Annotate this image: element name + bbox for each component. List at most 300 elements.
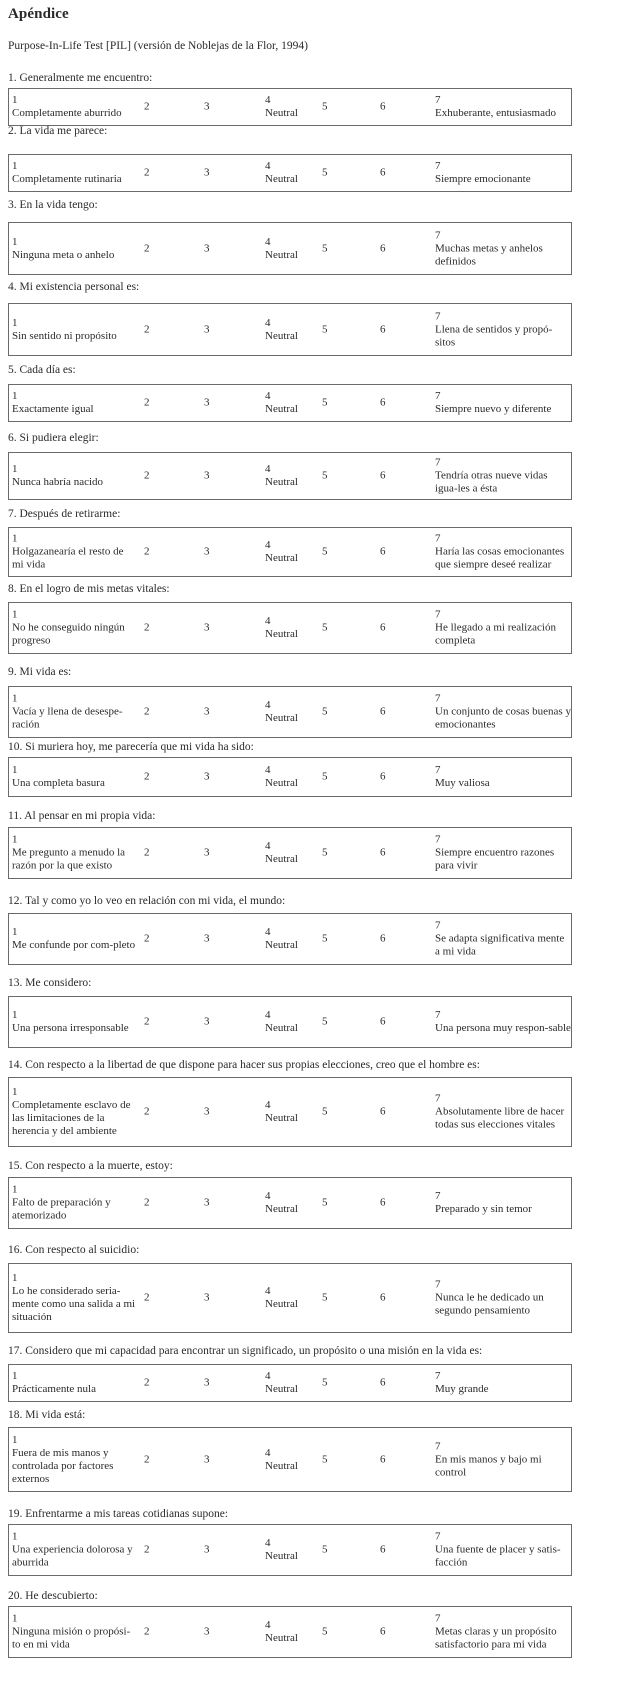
- option-4[interactable]: [265, 1099, 298, 1125]
- page-title: Apéndice: [8, 6, 69, 22]
- option-number: 2: [144, 705, 150, 718]
- rating-scale: [8, 1606, 572, 1658]
- question-label: 8. En el logro de mis metas vitales:: [8, 583, 170, 595]
- option-number: 4: [265, 615, 271, 627]
- option-7[interactable]: [435, 1440, 571, 1479]
- option-anchor-label: Neutral: [265, 1632, 298, 1644]
- option-5[interactable]: [322, 771, 328, 784]
- option-anchor-label: No he conseguido ningún progreso: [12, 621, 125, 647]
- option-5[interactable]: [322, 1626, 328, 1639]
- option-number: 5: [322, 323, 328, 335]
- option-anchor-label: Prácticamente nula: [12, 1383, 96, 1395]
- option-2[interactable]: [144, 323, 150, 336]
- option-anchor-label: Ninguna meta o anhelo: [12, 248, 115, 261]
- option-anchor-label: Absolutamente libre de hacer todas sus elecciones vitales: [435, 1105, 565, 1131]
- option-anchor-label: Llena de sentidos y propó-sitos: [435, 323, 553, 348]
- question-label: 15. Con respecto a la muerte, estoy:: [8, 1160, 173, 1172]
- option-anchor-label: Falto de preparación y atemorizado: [12, 1196, 111, 1222]
- option-number: 4: [265, 1285, 271, 1297]
- option-4[interactable]: [265, 840, 298, 866]
- option-3[interactable]: [204, 771, 210, 784]
- option-1[interactable]: [12, 1086, 137, 1138]
- option-number: 2: [144, 1196, 150, 1209]
- option-number: 4: [265, 1190, 271, 1202]
- option-number: 2: [144, 545, 150, 558]
- question-label: 20. He descubierto:: [8, 1590, 98, 1602]
- option-anchor-label: Neutral: [265, 476, 298, 488]
- rating-scale: [8, 1364, 572, 1402]
- option-number: 7: [435, 1009, 441, 1021]
- option-4[interactable]: [265, 1619, 298, 1645]
- option-1[interactable]: [12, 764, 137, 790]
- option-3[interactable]: [204, 101, 210, 114]
- option-3[interactable]: [204, 470, 210, 483]
- option-anchor-label: Una persona irresponsable: [12, 1022, 129, 1034]
- option-5[interactable]: [322, 1016, 328, 1029]
- option-anchor-label: Neutral: [265, 552, 298, 564]
- option-number: 5: [322, 1015, 328, 1028]
- option-6[interactable]: [380, 847, 386, 860]
- option-anchor-label: Exhuberante, entusiasmado: [435, 107, 556, 119]
- option-number: 3: [204, 1543, 210, 1556]
- option-number: 6: [380, 621, 386, 634]
- option-number: 2: [144, 1105, 150, 1118]
- option-number: 5: [322, 396, 328, 409]
- option-1[interactable]: [12, 1370, 137, 1396]
- option-number: 5: [322, 621, 328, 634]
- option-5[interactable]: [322, 470, 328, 483]
- option-number: 3: [204, 1196, 210, 1209]
- question-label: 14. Con respecto a la libertad de que dispone para hacer sus propias elecciones, creo que el hombre es:: [8, 1059, 480, 1071]
- question-label: 12. Tal y como yo lo veo en relación con mi vida, el mundo:: [8, 895, 286, 907]
- option-6[interactable]: [380, 706, 386, 719]
- option-number: 2: [144, 621, 150, 634]
- question-label: 18. Mi vida está:: [8, 1409, 86, 1421]
- option-number: 5: [322, 705, 328, 718]
- option-4[interactable]: [265, 236, 298, 262]
- option-4[interactable]: [265, 926, 298, 952]
- option-2[interactable]: [144, 1626, 150, 1639]
- option-2[interactable]: [144, 546, 150, 559]
- option-anchor-label: Neutral: [265, 173, 298, 185]
- option-4[interactable]: [265, 317, 298, 343]
- option-1[interactable]: [12, 834, 137, 873]
- option-number: 7: [435, 608, 441, 621]
- option-6[interactable]: [380, 1626, 386, 1639]
- option-number: 2: [144, 469, 150, 482]
- option-number: 2: [144, 770, 150, 783]
- option-2[interactable]: [144, 1106, 150, 1119]
- rating-scale: [8, 602, 572, 654]
- option-7[interactable]: [435, 310, 571, 349]
- option-5[interactable]: [322, 397, 328, 410]
- option-5[interactable]: [322, 323, 328, 336]
- option-1[interactable]: [12, 160, 137, 186]
- option-number: 5: [322, 770, 328, 783]
- option-number: 3: [204, 621, 210, 634]
- option-1[interactable]: [12, 1613, 137, 1652]
- option-1[interactable]: [12, 390, 137, 416]
- question-label: 19. Enfrentarme a mis tareas cotidianas supone:: [8, 1508, 229, 1520]
- option-2[interactable]: [144, 847, 150, 860]
- option-2[interactable]: [144, 167, 150, 180]
- option-7[interactable]: [435, 1190, 571, 1216]
- option-number: 6: [380, 932, 386, 945]
- option-4[interactable]: [265, 1285, 298, 1311]
- rating-scale: [8, 913, 572, 965]
- option-anchor-label: Siempre emocionante: [435, 173, 531, 185]
- option-5[interactable]: [322, 847, 328, 860]
- option-7[interactable]: [435, 1009, 571, 1035]
- option-3[interactable]: [204, 397, 210, 410]
- option-number: 3: [204, 1376, 210, 1389]
- option-6[interactable]: [380, 242, 386, 255]
- option-4[interactable]: [265, 1009, 298, 1035]
- option-7[interactable]: [435, 94, 571, 120]
- option-7[interactable]: [435, 834, 571, 873]
- option-number: 1: [12, 160, 18, 172]
- option-4[interactable]: [265, 539, 298, 565]
- option-anchor-label: Neutral: [265, 403, 298, 415]
- option-number: 2: [144, 932, 150, 945]
- option-7[interactable]: [435, 1370, 571, 1396]
- option-5[interactable]: [322, 1544, 328, 1557]
- option-number: 5: [322, 1543, 328, 1556]
- option-number: 2: [144, 1015, 150, 1028]
- option-number: 2: [144, 242, 150, 254]
- option-number: 2: [144, 1543, 150, 1556]
- option-anchor-label: Una completa basura: [12, 777, 105, 789]
- question-label: 17. Considero que mi capacidad para encontrar un significado, un propósito o una misión en la vida es:: [8, 1345, 483, 1357]
- option-number: 1: [12, 1272, 18, 1284]
- option-5[interactable]: [322, 1377, 328, 1390]
- option-anchor-label: Neutral: [265, 1112, 298, 1124]
- option-1[interactable]: [12, 1272, 137, 1324]
- option-anchor-label: Lo he considerado seria-mente como una salida a mi situación: [12, 1285, 136, 1323]
- option-7[interactable]: [435, 533, 571, 572]
- page-subtitle: Purpose-In-Life Test [PIL] (versión de Noblejas de la Flor, 1994): [8, 40, 309, 52]
- option-1[interactable]: [12, 926, 137, 952]
- option-anchor-label: Una persona muy respon-sable: [435, 1022, 571, 1034]
- option-5[interactable]: [322, 546, 328, 559]
- option-1[interactable]: [12, 317, 137, 343]
- question-label: 5. Cada día es:: [8, 364, 76, 376]
- option-number: 2: [144, 323, 150, 335]
- option-2[interactable]: [144, 1016, 150, 1029]
- option-6[interactable]: [380, 1106, 386, 1119]
- option-2[interactable]: [144, 1544, 150, 1557]
- option-3[interactable]: [204, 1544, 210, 1557]
- option-4[interactable]: [265, 390, 298, 416]
- option-number: 7: [435, 1530, 441, 1543]
- option-anchor-label: Neutral: [265, 1550, 298, 1562]
- option-7[interactable]: [435, 920, 571, 959]
- question-label: 7. Después de retirarme:: [8, 508, 121, 520]
- option-5[interactable]: [322, 242, 328, 255]
- option-6[interactable]: [380, 622, 386, 635]
- option-number: 4: [265, 463, 271, 475]
- option-number: 5: [322, 100, 328, 113]
- option-number: 7: [435, 1278, 441, 1291]
- option-6[interactable]: [380, 1197, 386, 1210]
- option-6[interactable]: [380, 933, 386, 946]
- option-number: 1: [12, 532, 18, 545]
- option-2[interactable]: [144, 1292, 150, 1305]
- option-7[interactable]: [435, 160, 571, 186]
- question-label: 13. Me considero:: [8, 977, 92, 989]
- option-3[interactable]: [204, 1292, 210, 1305]
- option-number: 1: [12, 608, 18, 621]
- option-6[interactable]: [380, 1016, 386, 1029]
- option-5[interactable]: [322, 933, 328, 946]
- option-number: 5: [322, 1105, 328, 1118]
- option-1[interactable]: [12, 533, 137, 572]
- option-2[interactable]: [144, 933, 150, 946]
- option-anchor-label: Neutral: [265, 628, 298, 640]
- option-2[interactable]: [144, 771, 150, 784]
- option-4[interactable]: [265, 1190, 298, 1216]
- option-number: 7: [435, 94, 441, 106]
- option-number: 1: [12, 1612, 18, 1625]
- option-number: 6: [380, 1015, 386, 1028]
- option-number: 7: [435, 1370, 441, 1382]
- option-number: 3: [204, 770, 210, 783]
- option-number: 2: [144, 1453, 150, 1465]
- option-2[interactable]: [144, 397, 150, 410]
- option-number: 5: [322, 846, 328, 859]
- option-1[interactable]: [12, 236, 137, 262]
- option-number: 3: [204, 1105, 210, 1118]
- option-5[interactable]: [322, 1106, 328, 1119]
- option-4[interactable]: [265, 1447, 298, 1473]
- option-1[interactable]: [12, 609, 137, 648]
- option-5[interactable]: [322, 101, 328, 114]
- question-label: 6. Si pudiera elegir:: [8, 432, 99, 444]
- option-number: 6: [380, 469, 386, 482]
- question-label: 16. Con respecto al suicidio:: [8, 1244, 140, 1256]
- option-3[interactable]: [204, 1453, 210, 1466]
- option-number: 2: [144, 396, 150, 409]
- option-6[interactable]: [380, 1377, 386, 1390]
- option-6[interactable]: [380, 1453, 386, 1466]
- option-anchor-label: Holgazanearía el resto de mi vida: [12, 545, 124, 571]
- option-number: 6: [380, 705, 386, 718]
- option-number: 1: [12, 692, 18, 705]
- option-5[interactable]: [322, 1197, 328, 1210]
- option-number: 4: [265, 699, 271, 711]
- option-2[interactable]: [144, 1377, 150, 1390]
- option-number: 7: [435, 310, 441, 322]
- option-4[interactable]: [265, 94, 298, 120]
- option-1[interactable]: [12, 1531, 137, 1570]
- option-number: 1: [12, 1009, 18, 1021]
- option-2[interactable]: [144, 622, 150, 635]
- question-label: 1. Generalmente me encuentro:: [8, 72, 153, 84]
- option-number: 3: [204, 469, 210, 482]
- option-number: 6: [380, 1543, 386, 1556]
- option-number: 7: [435, 764, 441, 776]
- option-7[interactable]: [435, 1093, 571, 1132]
- option-3[interactable]: [204, 1377, 210, 1390]
- option-anchor-label: Una fuente de placer y satis-facción: [435, 1543, 561, 1569]
- option-anchor-label: Muchas metas y anhelos definidos: [435, 242, 543, 267]
- option-number: 1: [12, 926, 18, 938]
- question-label: 11. Al pensar en mi propia vida:: [8, 810, 156, 822]
- option-4[interactable]: [265, 1370, 298, 1396]
- option-1[interactable]: [12, 1184, 137, 1223]
- option-3[interactable]: [204, 242, 210, 255]
- option-number: 3: [204, 1453, 210, 1465]
- option-number: 3: [204, 1291, 210, 1304]
- option-4[interactable]: [265, 160, 298, 186]
- option-anchor-label: Nunca le he dedicado un segundo pensamiento: [435, 1291, 544, 1317]
- option-3[interactable]: [204, 933, 210, 946]
- option-number: 7: [435, 229, 441, 241]
- option-7[interactable]: [435, 609, 571, 648]
- option-3[interactable]: [204, 706, 210, 719]
- option-anchor-label: Neutral: [265, 853, 298, 865]
- option-number: 1: [12, 235, 18, 248]
- option-number: 6: [380, 166, 386, 179]
- option-1[interactable]: [12, 94, 137, 120]
- option-7[interactable]: [435, 1531, 571, 1570]
- option-number: 5: [322, 1196, 328, 1209]
- rating-scale: [8, 384, 572, 422]
- option-anchor-label: Completamente rutinaria: [12, 173, 122, 185]
- option-4[interactable]: [265, 699, 298, 725]
- option-number: 4: [265, 390, 271, 402]
- option-2[interactable]: [144, 242, 150, 255]
- option-7[interactable]: [435, 390, 571, 416]
- option-number: 1: [12, 1086, 18, 1098]
- option-2[interactable]: [144, 101, 150, 114]
- option-number: 5: [322, 166, 328, 179]
- option-1[interactable]: [12, 693, 137, 732]
- option-number: 2: [144, 166, 150, 179]
- option-number: 5: [322, 932, 328, 945]
- option-number: 6: [380, 100, 386, 113]
- option-number: 4: [265, 1009, 271, 1021]
- option-5[interactable]: [322, 1453, 328, 1466]
- option-3[interactable]: [204, 546, 210, 559]
- option-6[interactable]: [380, 167, 386, 180]
- option-anchor-label: Una experiencia dolorosa y aburrida: [12, 1543, 133, 1569]
- option-number: 3: [204, 242, 210, 254]
- option-5[interactable]: [322, 1292, 328, 1305]
- option-6[interactable]: [380, 1292, 386, 1305]
- option-6[interactable]: [380, 397, 386, 410]
- option-anchor-label: Neutral: [265, 777, 298, 789]
- option-number: 2: [144, 846, 150, 859]
- option-number: 4: [265, 1537, 271, 1549]
- option-3[interactable]: [204, 323, 210, 336]
- option-anchor-label: Nunca habría nacido: [12, 476, 104, 488]
- option-7[interactable]: [435, 1613, 571, 1652]
- option-number: 4: [265, 1370, 271, 1382]
- option-number: 4: [265, 1099, 271, 1111]
- option-anchor-label: Neutral: [265, 1022, 298, 1034]
- option-anchor-label: Neutral: [265, 939, 298, 951]
- option-4[interactable]: [265, 463, 298, 489]
- option-6[interactable]: [380, 771, 386, 784]
- option-number: 6: [380, 1625, 386, 1638]
- option-1[interactable]: [12, 1009, 137, 1035]
- option-7[interactable]: [435, 764, 571, 790]
- option-3[interactable]: [204, 1197, 210, 1210]
- rating-scale: [8, 1524, 572, 1576]
- option-2[interactable]: [144, 706, 150, 719]
- option-number: 4: [265, 926, 271, 938]
- option-6[interactable]: [380, 1544, 386, 1557]
- option-anchor-label: Tendría otras nueve vidas igua-les a ésta: [435, 469, 548, 495]
- question-label: 9. Mi vida es:: [8, 666, 72, 678]
- option-2[interactable]: [144, 470, 150, 483]
- rating-scale: [8, 222, 572, 275]
- option-anchor-label: Neutral: [265, 712, 298, 724]
- option-2[interactable]: [144, 1197, 150, 1210]
- option-number: 5: [322, 469, 328, 482]
- option-4[interactable]: [265, 615, 298, 641]
- question-label: 10. Si muriera hoy, me parecería que mi vida ha sido:: [8, 741, 254, 753]
- rating-scale: [8, 686, 572, 738]
- option-number: 4: [265, 1619, 271, 1631]
- option-number: 3: [204, 323, 210, 335]
- option-3[interactable]: [204, 1016, 210, 1029]
- option-5[interactable]: [322, 167, 328, 180]
- option-6[interactable]: [380, 101, 386, 114]
- option-7[interactable]: [435, 1279, 571, 1318]
- option-7[interactable]: [435, 457, 571, 496]
- option-anchor-label: Vacía y llena de desespe-ración: [12, 705, 123, 731]
- option-4[interactable]: [265, 1537, 298, 1563]
- option-3[interactable]: [204, 622, 210, 635]
- option-1[interactable]: [12, 1434, 137, 1486]
- option-anchor-label: Siempre nuevo y diferente: [435, 403, 552, 415]
- option-number: 1: [12, 1530, 18, 1543]
- option-anchor-label: Sin sentido ni propósito: [12, 329, 117, 342]
- option-3[interactable]: [204, 1626, 210, 1639]
- option-number: 6: [380, 1291, 386, 1304]
- option-number: 7: [435, 160, 441, 172]
- option-5[interactable]: [322, 622, 328, 635]
- option-6[interactable]: [380, 470, 386, 483]
- option-7[interactable]: [435, 229, 571, 268]
- option-6[interactable]: [380, 546, 386, 559]
- option-number: 3: [204, 705, 210, 718]
- option-number: 4: [265, 94, 271, 106]
- option-4[interactable]: [265, 764, 298, 790]
- option-anchor-label: En mis manos y bajo mi control: [435, 1453, 542, 1478]
- option-number: 1: [12, 316, 18, 329]
- option-7[interactable]: [435, 693, 571, 732]
- option-3[interactable]: [204, 1106, 210, 1119]
- option-5[interactable]: [322, 706, 328, 719]
- rating-scale: [8, 303, 572, 356]
- question-label: 4. Mi existencia personal es:: [8, 281, 140, 293]
- option-3[interactable]: [204, 847, 210, 860]
- option-anchor-label: Completamente esclavo de las limitaciones de la herencia y del ambiente: [12, 1099, 131, 1137]
- option-6[interactable]: [380, 323, 386, 336]
- option-number: 1: [12, 390, 18, 402]
- option-number: 7: [435, 456, 441, 469]
- option-number: 6: [380, 396, 386, 409]
- option-1[interactable]: [12, 463, 137, 489]
- option-number: 7: [435, 390, 441, 402]
- option-anchor-label: Fuera de mis manos y controlada por factores externos: [12, 1446, 114, 1485]
- option-2[interactable]: [144, 1453, 150, 1466]
- option-number: 6: [380, 1105, 386, 1118]
- option-3[interactable]: [204, 167, 210, 180]
